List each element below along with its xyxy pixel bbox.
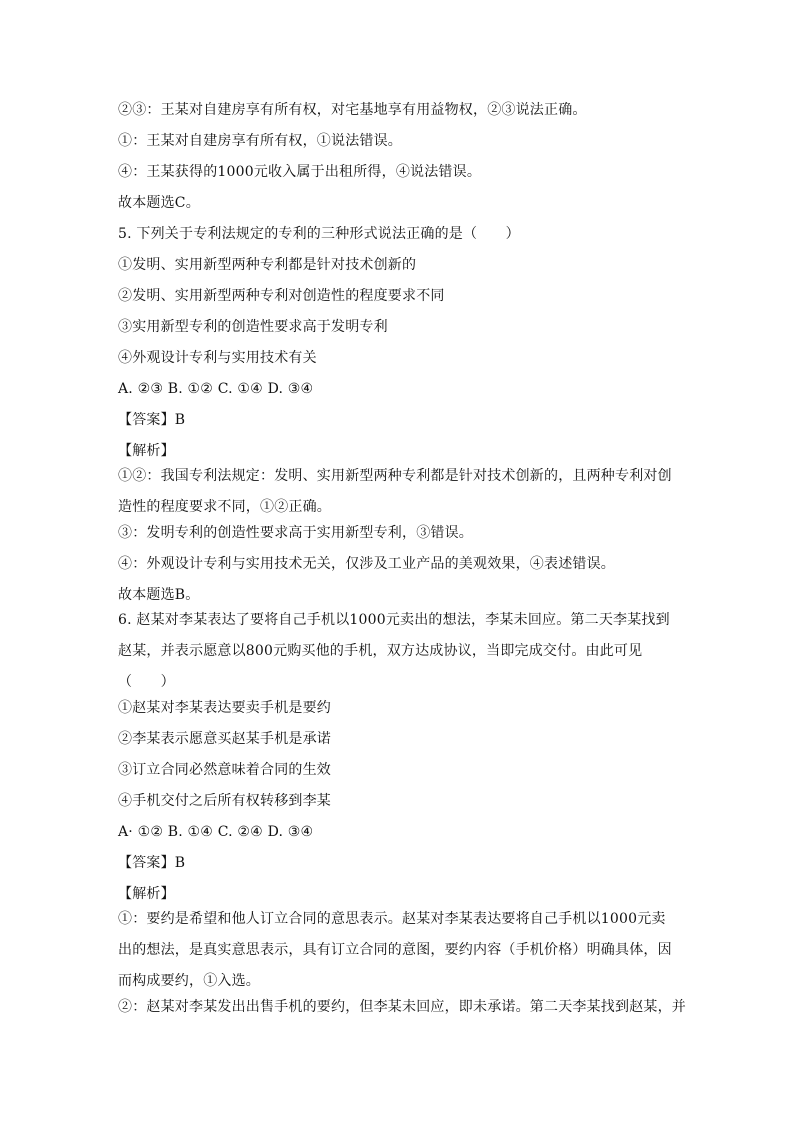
option-line: ③订立合同必然意味着合同的生效 xyxy=(118,762,331,778)
answer-choices: A· ①② B. ①④ C. ②④ D. ③④ xyxy=(118,824,314,840)
analysis-label: 【解析】 xyxy=(118,443,175,459)
analysis-paragraph: ①：要约是希望和他人订立合同的意思表示。赵某对李某表达要将自己手机以1000元卖出的想法，是真实意思表示，具有订立合同的意图，要约内容（手机价格）明确具体，因而构成要约，①入选。 xyxy=(118,911,672,989)
option-line: ③实用新型专利的创造性要求高于发明专利 xyxy=(118,319,388,335)
answer-choices: A. ②③ B. ①② C. ①④ D. ③④ xyxy=(118,381,314,397)
text-line: 故本题选B。 xyxy=(118,587,200,603)
option-line: ①赵某对李某表达要卖手机是要约 xyxy=(118,700,331,716)
question-6-stem: 6. 赵某对李某表达了要将自己手机以1000元卖出的想法，李某未回应。第二天李某找到赵某，并表示愿意以800元购买他的手机，双方达成协议，当即完成交付。由此可见（ ） xyxy=(118,612,670,690)
option-line: ①发明、实用新型两种专利都是针对技术创新的 xyxy=(118,257,417,273)
document-body xyxy=(118,100,686,1017)
text-line: ②：赵某对李某发出出售手机的要约，但李某未回应，即未承诺。第二天李某找到赵某，并 xyxy=(118,999,686,1015)
answer-label: 【答案】B xyxy=(118,412,186,428)
answer-label: 【答案】B xyxy=(118,855,186,871)
text-line: ④：外观设计专利与实用技术无关，仅涉及工业产品的美观效果，④表述错误。 xyxy=(118,556,615,572)
text-line: ①：王某对自建房享有所有权，①说法错误。 xyxy=(118,133,402,149)
option-line: ④外观设计专利与实用技术有关 xyxy=(118,350,317,366)
analysis-label: 【解析】 xyxy=(118,886,175,902)
text-line: 故本题选C。 xyxy=(118,195,200,211)
text-line: ②③：王某对自建房享有所有权，对宅基地享有用益物权，②③说法正确。 xyxy=(118,102,587,118)
option-line: ④手机交付之后所有权转移到李某 xyxy=(118,793,331,809)
text-line: ③：发明专利的创造性要求高于实用新型专利，③错误。 xyxy=(118,525,473,541)
option-line: ②发明、实用新型两种专利对创造性的程度要求不同 xyxy=(118,288,445,304)
question-5-stem: 5. 下列关于专利法规定的专利的三种形式说法正确的是（ ） xyxy=(118,226,520,242)
text-line: ④：王某获得的1000元收入属于出租所得，④说法错误。 xyxy=(118,164,482,180)
analysis-paragraph: ①②：我国专利法规定：发明、实用新型两种专利都是针对技术创新的，且两种专利对创造性的程度要求不同，①②正确。 xyxy=(118,468,672,515)
option-line: ②李某表示愿意买赵某手机是承诺 xyxy=(118,731,331,747)
